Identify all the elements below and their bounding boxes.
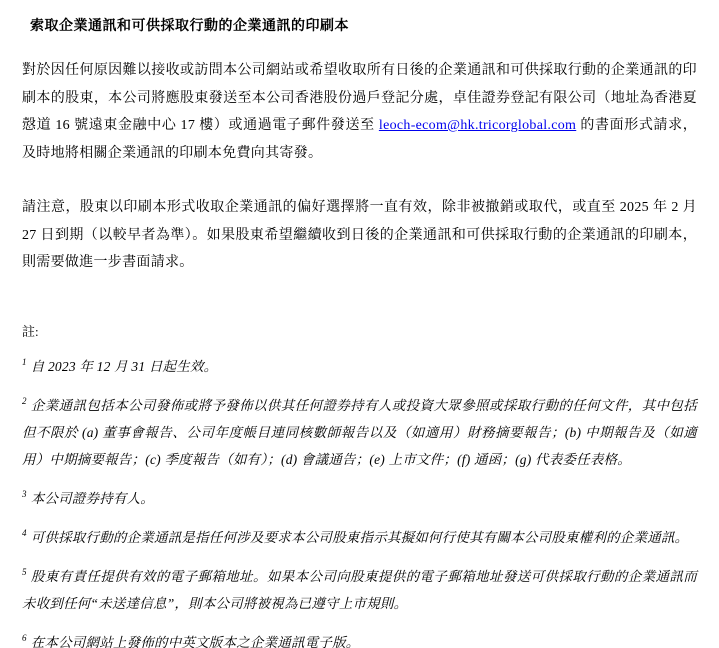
footnote-text: 本公司證券持有人。 xyxy=(30,490,155,506)
footnote-number: 6 xyxy=(22,633,27,643)
footnote-text: 在本公司網站上發佈的中英文版本之企業通訊電子版。 xyxy=(30,634,360,648)
footnote-number: 3 xyxy=(22,489,27,499)
footnote-number: 2 xyxy=(22,396,27,406)
footnote-text: 自 2023 年 12 月 31 日起生效。 xyxy=(30,358,218,374)
footnotes-section xyxy=(22,353,697,648)
page-title: 索取企業通訊和可供採取行動的企業通訊的印刷本 xyxy=(30,17,349,33)
footnote-item xyxy=(22,629,697,648)
paragraph-request-instructions xyxy=(22,57,697,167)
registrar-email-link[interactable]: leoch-ecom@hk.tricorglobal.com xyxy=(378,118,577,133)
footnote-item xyxy=(22,485,697,512)
paragraph-validity-notice: 請注意，股東以印刷本形式收取企業通訊的偏好選擇將一直有效，除非被撤銷或取代，或直至 2025 年 2 月 27 日到期（以較早者為準）。如果股東希望繼續收到日後的企業通訊和可供採取行動的企業通訊的印刷本，則需要做進一步書面請求。 xyxy=(22,200,697,270)
paragraph-1-text-before-link: 對於因任何原因難以接收或訪問本公司網站或希望收取所有日後的企業通訊和可供採取行動的企業通訊的印刷本的股東，本公司將應股東發送至本公司香港股份過戶登記分處，卓佳證券登記有限公司（地址為香港夏慤道 16 號遠東金融中心 17 樓）或通過電子郵件發送至 xyxy=(22,63,697,133)
footnote-item xyxy=(22,392,697,473)
footnote-number: 5 xyxy=(22,567,27,577)
footnote-item xyxy=(22,353,697,380)
notes-label: 註: xyxy=(22,323,39,339)
footnote-item xyxy=(22,524,697,551)
footnote-number: 4 xyxy=(22,528,27,538)
footnote-number: 1 xyxy=(22,357,27,367)
footnote-text: 可供採取行動的企業通訊是指任何涉及要求本公司股東指示其擬如何行使其有關本公司股東權利的企業通訊。 xyxy=(30,529,689,545)
footnote-item xyxy=(22,563,697,617)
footnote-text: 股東有責任提供有效的電子郵箱地址。如果本公司向股東提供的電子郵箱地址發送可供採取行動的企業通訊而未收到任何“未送達信息”，則本公司將被視為已遵守上市規則。 xyxy=(22,568,697,611)
paragraph-1-text-after-link: 的書面形式請求，及時地將相關企業通訊的印刷本免費向其寄發。 xyxy=(22,118,698,161)
footnote-text: 企業通訊包括本公司發佈或將予發佈以供其任何證券持有人或投資大眾參照或採取行動的任何文件，其中包括但不限於 (a) 董事會報告、公司年度帳目連同核數師報告以及（如適用）財務摘要報告；(b) 中期報告及（如適用）中期摘要報告；(c) 季度報告（如有）；(d) 會議通告；(e) 上市文件；(f) 通函；(g) 代表委任表格。 xyxy=(22,397,697,467)
